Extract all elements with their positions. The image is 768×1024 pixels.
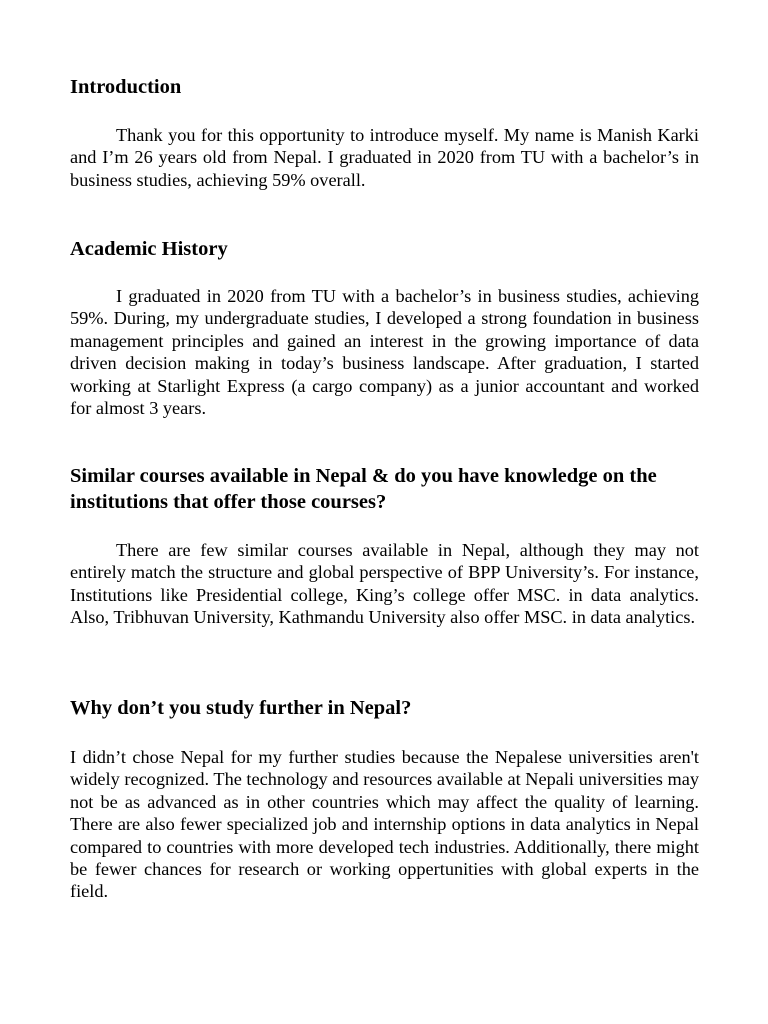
section-body-why-not-nepal: I didn’t chose Nepal for my further studies because the Nepalese universities aren't widely recognized. The technology and resources available at Nepali universities may not be as advanced as in other countries which may affect the quality of learning. There are also fewer specialized job and internship options in data analytics in Nepal compared to countries with more developed tech industries. Additionally, there might be fewer chances for research or working oppertunities with global experts in the field. (70, 747, 699, 902)
section-body-similar-courses: There are few similar courses available in Nepal, although they may not entirely match the structure and global perspective of BPP University’s. For instance, Institutions like Presidential college, King’s college offer MSC. in data analytics. Also, Tribhuvan University, Kathmandu University also offer MSC. in data analytics. (70, 540, 699, 628)
section-heading-academic-history: Academic History (70, 238, 228, 260)
section-body-academic-history: I graduated in 2020 from TU with a bachelor’s in business studies, achieving 59%. During, my undergraduate studies, I developed a strong foundation in business management principles and gained an interest in the growing importance of data driven decision making in today’s business landscape. After graduation, I started working at Starlight Express (a cargo company) as a junior accountant and worked for almost 3 years. (70, 286, 699, 419)
section-heading-why-not-nepal: Why don’t you study further in Nepal? (70, 697, 412, 719)
section-heading-introduction: Introduction (70, 76, 182, 98)
section-heading-similar-courses: Similar courses available in Nepal & do you have knowledge on the institutions that offer those courses? (70, 465, 657, 513)
section-body-introduction: Thank you for this opportunity to introduce myself. My name is Manish Karki and I’m 26 years old from Nepal. I graduated in 2020 from TU with a bachelor’s in business studies, achieving 59% overall. (70, 125, 699, 190)
